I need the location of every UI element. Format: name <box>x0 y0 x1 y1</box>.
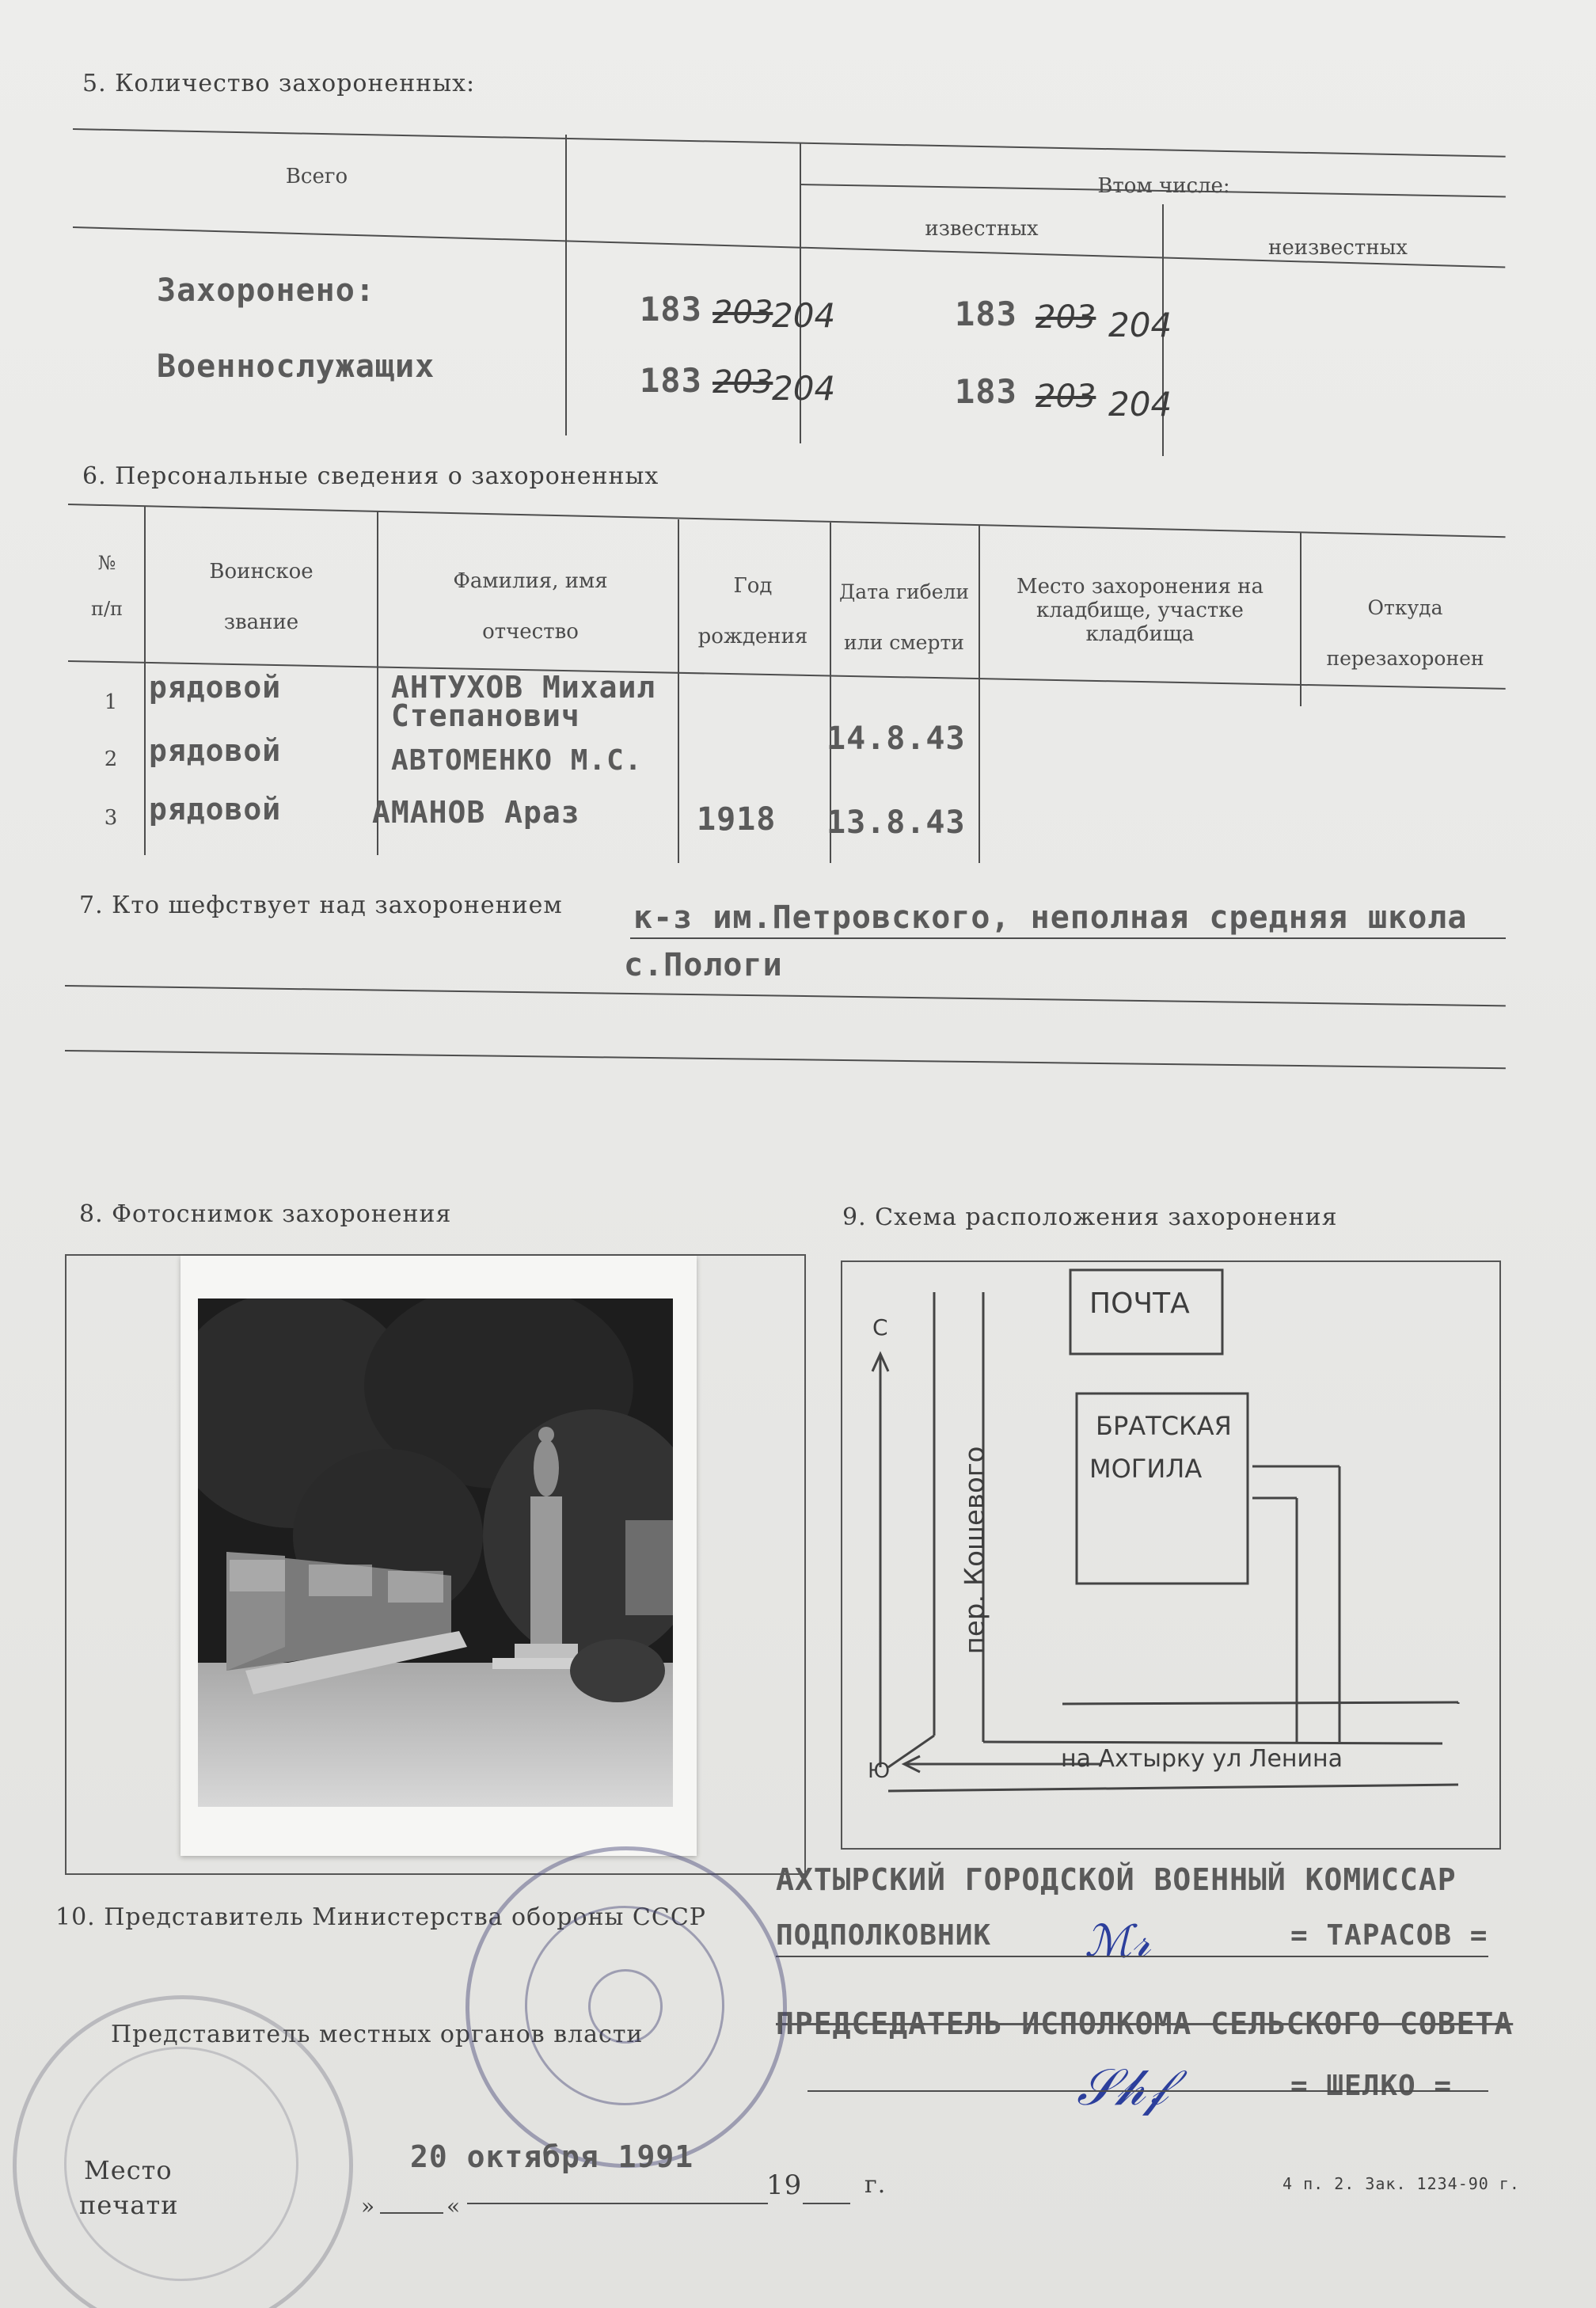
table6-head-rule <box>68 660 1506 690</box>
photo-mount <box>180 1256 697 1856</box>
mass-grave-label-line2: МОГИЛА <box>1089 1454 1203 1484</box>
local-rep-title: Представитель местных органов власти <box>111 2021 644 2048</box>
table6-col-divider <box>978 526 980 863</box>
north-label: С <box>872 1314 888 1340</box>
col-from-header: Откуда перезахоронен <box>1326 596 1484 670</box>
known-value: 183 <box>955 295 1017 333</box>
seal-place-line2: печати <box>79 2190 179 2220</box>
table5-top-rule <box>73 128 1506 158</box>
date-typed: 20 октября 1991 <box>410 2139 694 2174</box>
seal-place-line1: Место <box>84 2155 173 2185</box>
col-name-header: Фамилия, имя отчество <box>453 569 608 644</box>
col-total-header: Всего <box>285 165 348 188</box>
row-num: 1 <box>104 690 118 714</box>
row-year: 1918 <box>697 801 777 838</box>
local-rep-position: ПРЕДСЕДАТЕЛЬ ИСПОЛКОМА СЕЛЬСКОГО СОВЕТА <box>776 2006 1514 2041</box>
patron-line1: к-з им.Петровского, неполная средняя школа <box>633 899 1468 936</box>
row-rank: рядовой <box>149 792 282 827</box>
section8-title: 8. Фотоснимок захоронения <box>79 1200 452 1228</box>
table6-col-divider <box>678 519 679 863</box>
known-struck-value: 203 <box>1036 299 1096 336</box>
col-year-header: Год рождения <box>697 574 808 648</box>
row-rank: рядовой <box>149 670 282 705</box>
road-label: на Ахтырку ул Ленина <box>1061 1745 1343 1773</box>
col-known-header: известных <box>925 217 1039 241</box>
year-suffix: г. <box>864 2171 887 2199</box>
local-rep-name: = ШЕЛКО = <box>1290 2070 1453 2102</box>
patron-line2: с.Пологи <box>624 947 783 983</box>
table6-col-divider <box>1300 532 1302 706</box>
row-name: АМАНОВ Араз <box>372 795 580 830</box>
col-place-header: Место захоронения на кладбище, участке кладбища <box>1016 575 1264 646</box>
row-num: 3 <box>104 806 118 830</box>
table6-top-rule <box>68 504 1506 538</box>
south-label: Ю <box>868 1759 891 1783</box>
section6-title: 6. Персональные сведения о захороненных <box>82 462 659 490</box>
date-quote-close: « <box>446 2193 462 2219</box>
date-quote-open: » <box>361 2193 376 2219</box>
total-struck-value: 203 <box>712 364 773 401</box>
total-value: 183 <box>640 290 702 329</box>
row-label: Захоронено: <box>157 272 375 309</box>
year-prefix: 19 <box>766 2169 803 2201</box>
date-day-rule <box>380 2212 443 2214</box>
col-date-header: Дата гибели или смерти <box>838 580 970 654</box>
row-label: Военнослужащих <box>157 348 435 385</box>
row-name: АНТУХОВ Михаил Степанович <box>391 670 656 733</box>
local-rep-signature: 𝒮𝒽𝒻 <box>1077 2059 1168 2117</box>
patron-underline <box>630 937 1506 939</box>
section7-title: 7. Кто шефствует над захоронением <box>79 892 563 919</box>
known-value: 183 <box>955 372 1017 411</box>
col-including-header: Втом числе: <box>1097 174 1230 198</box>
total-handwritten-value: 204 <box>772 296 836 335</box>
date-month-rule <box>467 2203 768 2204</box>
known-handwritten-value: 204 <box>1108 306 1172 344</box>
lane-label: пер. Кошевого <box>959 1446 991 1655</box>
col-unknown-header: неизвестных <box>1268 236 1408 260</box>
col-num-header: № п/п <box>90 552 124 620</box>
total-handwritten-value: 204 <box>772 369 836 408</box>
date-year-rule <box>803 2203 850 2204</box>
patron-rule <box>65 985 1506 1006</box>
military-rep-rank: ПОДПОЛКОВНИК <box>776 1919 992 1952</box>
military-rep-name: = ТАРАСОВ = <box>1290 1919 1488 1952</box>
section10-title: 10. Представитель Министерства обороны СССР <box>55 1903 706 1931</box>
col-rank-header: Воинское звание <box>209 560 314 634</box>
row-date: 13.8.43 <box>826 804 966 841</box>
section5-title: 5. Количество захороненных: <box>82 70 476 97</box>
print-code: 4 п. 2. Зак. 1234-90 г. <box>1282 2174 1520 2193</box>
known-struck-value: 203 <box>1036 378 1096 415</box>
official-seal-stamp <box>466 1846 787 2168</box>
table5-col-divider <box>565 135 567 435</box>
memorial-photo <box>198 1298 673 1807</box>
row-rank: рядовой <box>149 733 282 768</box>
total-value: 183 <box>640 361 702 400</box>
table6-col-divider <box>144 507 146 855</box>
post-office-label: ПОЧТА <box>1089 1287 1190 1320</box>
section9-title: 9. Схема расположения захоронения <box>842 1203 1338 1231</box>
row-date: 14.8.43 <box>826 721 966 757</box>
total-struck-value: 203 <box>712 295 773 331</box>
row-num: 2 <box>104 747 118 771</box>
military-rep-line1: АХТЫРСКИЙ ГОРОДСКОЙ ВОЕННЫЙ КОМИССАР <box>776 1862 1457 1897</box>
local-sign-rule <box>808 2090 1488 2092</box>
mass-grave-label-line1: БРАТСКАЯ <box>1096 1411 1232 1441</box>
patron-rule <box>65 1050 1506 1069</box>
known-handwritten-value: 204 <box>1108 385 1172 424</box>
row-name: АВТОМЕНКО М.С. <box>391 744 643 777</box>
military-rep-signature: ℳ𝓇 <box>1085 1916 1151 1968</box>
military-sign-rule <box>776 1956 1488 1957</box>
